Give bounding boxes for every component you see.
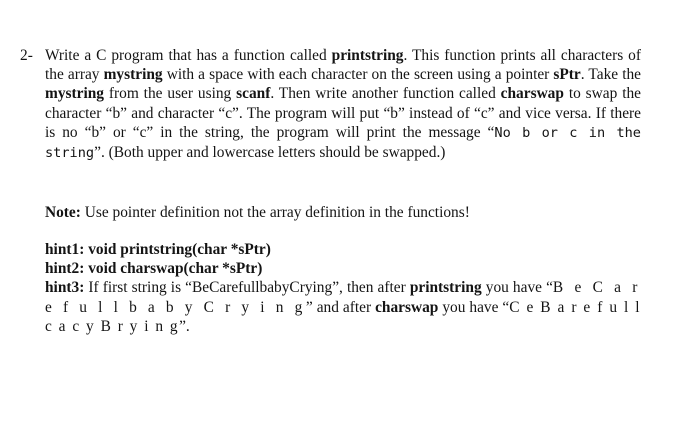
- hints-block: [45, 240, 641, 336]
- printstring-keyword: printstring: [331, 47, 404, 64]
- question-paragraph: [45, 46, 641, 163]
- hint3-text-1: If first string is “BeCarefullbabyCrying”, then after: [84, 279, 410, 297]
- mystring-keyword: mystring: [103, 66, 163, 84]
- spaced-string-example: B e C a r e f u l l b a b y C r y i n g: [45, 279, 641, 316]
- mystring-keyword-2: mystring: [45, 85, 104, 103]
- hint3-charswap-keyword: charswap: [375, 298, 439, 316]
- hint3: [45, 279, 641, 334]
- charswap-keyword: charswap: [500, 85, 564, 103]
- error-message-code: No b or c in the string: [45, 124, 641, 162]
- note-text: Use pointer definition not the array definition in the functions!: [80, 204, 470, 221]
- swapped-string-example: C e B a r e f u l l c a c y B r y i n g: [45, 298, 642, 335]
- hint2: hint2: void charswap(char *sPtr): [45, 260, 263, 278]
- note-label: Note:: [45, 204, 81, 221]
- question-text-2: . This function prints all characters of the array: [45, 47, 641, 84]
- hint3-text-4: you have “: [438, 298, 510, 316]
- hint3-label: hint3:: [45, 279, 85, 297]
- question-number: 2-: [20, 47, 33, 64]
- question-text-8: ”. (Both upper and lowercase letters should be swapped.): [94, 144, 446, 162]
- hint3-text-5: ”.: [179, 317, 190, 335]
- question-text-5: from the user using: [104, 85, 237, 103]
- question-text-4: . Take the: [580, 66, 642, 84]
- scanf-keyword: scanf: [236, 85, 271, 103]
- hint3-printstring-keyword: printstring: [409, 279, 482, 297]
- hint3-text-3: ” and after: [305, 298, 376, 316]
- question-text-7: to swap the character “b” and character “c”. The program will put “b” instead of “c” and vice versa. If there is no “b” or “c” in the string, the program will print the message “: [45, 85, 641, 141]
- question-text-1: Write a C program that has a function called: [45, 47, 332, 64]
- question-text-6: . Then write another function called: [270, 85, 501, 103]
- hint3-text-2: you have “: [481, 279, 553, 297]
- question-text-3: with a space with each character on the screen using a pointer: [162, 66, 554, 84]
- note-paragraph: [45, 203, 641, 222]
- sptr-keyword: sPtr: [553, 66, 581, 84]
- hint1: hint1: void printstring(char *sPtr): [45, 241, 271, 258]
